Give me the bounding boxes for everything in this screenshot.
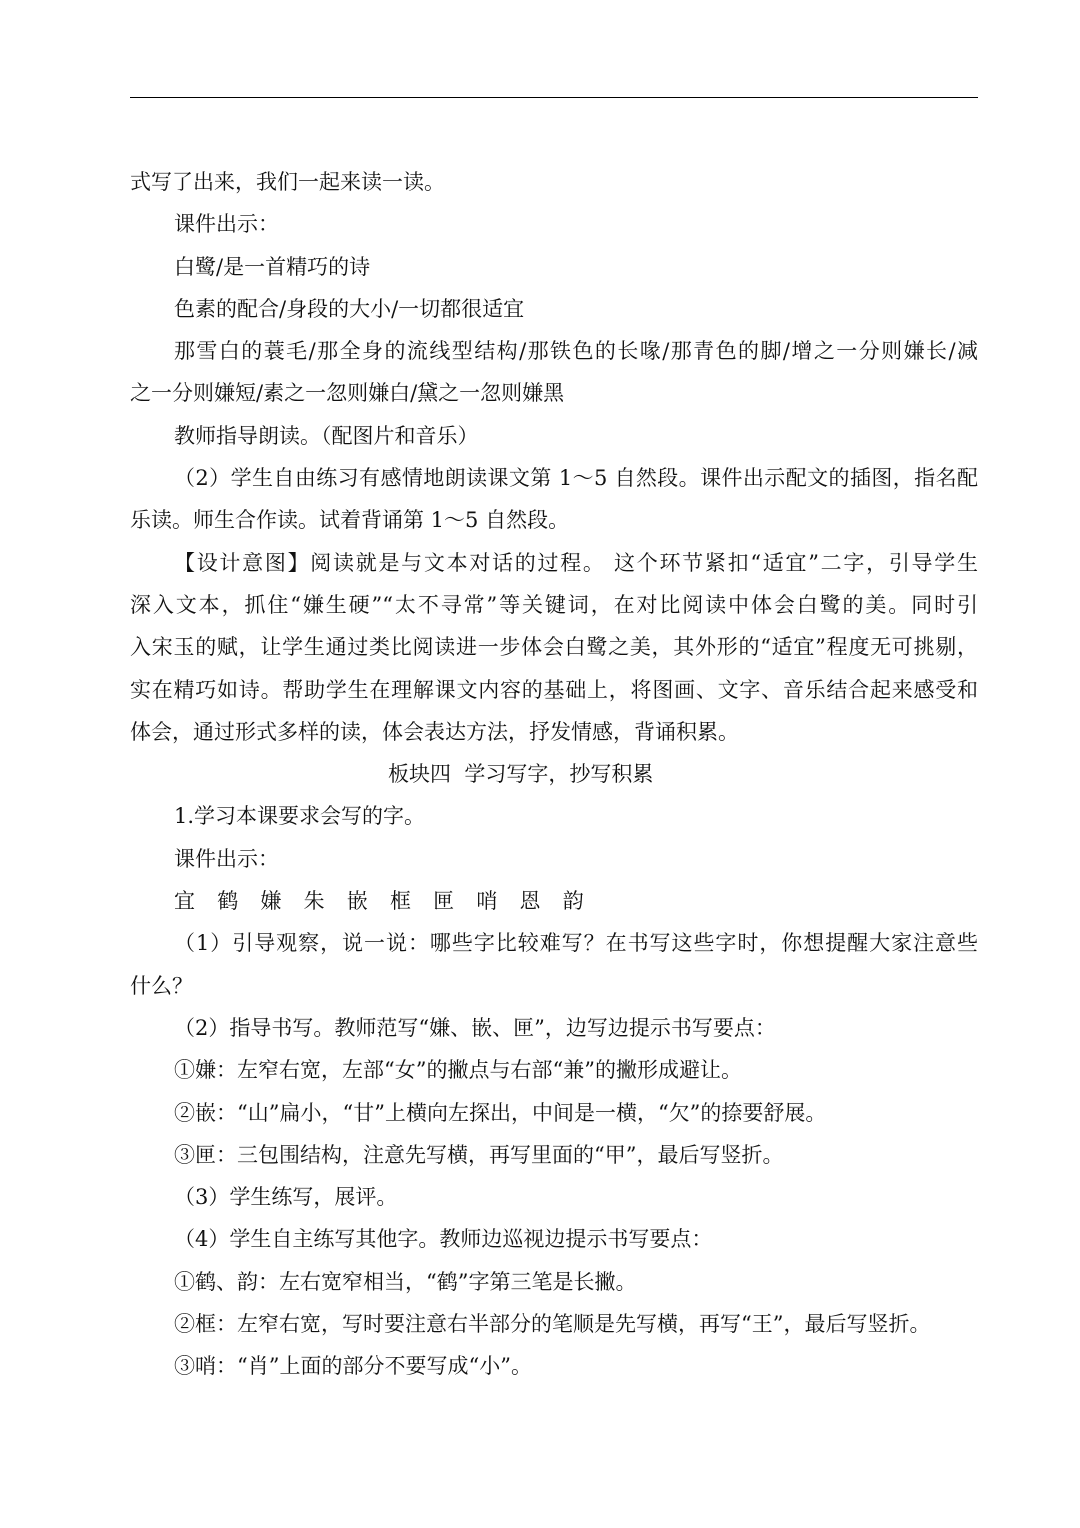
character-item: 框 bbox=[389, 889, 411, 914]
writing-point: ①嫌：左窄右宽，左部“女”的撇点与右部“兼”的撇形成避让。 bbox=[174, 1058, 742, 1083]
poem-line: 白鹭/是一首精巧的诗 bbox=[174, 254, 371, 279]
paragraph-line: 式写了出来，我们一起来读一读。 bbox=[130, 170, 445, 194]
document-body bbox=[130, 161, 978, 1388]
character-item: 朱 bbox=[303, 889, 325, 914]
character-item: 恩 bbox=[519, 889, 541, 914]
courseware-label: 课件出示： bbox=[174, 846, 279, 871]
character-item: 韵 bbox=[562, 889, 584, 914]
character-list bbox=[130, 880, 978, 922]
step-line: 乐读。师生合作读。试着背诵第 1～5 自然段。 bbox=[130, 508, 570, 533]
step-line: 什么？ bbox=[130, 973, 193, 998]
step-line: （2）学生自由练习有感情地朗读课文第 1～5 自然段。课件出示配文的插图，指名配 bbox=[174, 466, 978, 491]
poem-line: 之一分则嫌短/素之一忽则嫌白/黛之一忽则嫌黑 bbox=[130, 381, 565, 406]
design-intent-line: 【设计意图】阅读就是与文本对话的过程。 这个环节紧扣“适宜”二字，引导学生 bbox=[174, 550, 978, 575]
design-intent-line: 入宋玉的赋，让学生通过类比阅读进一步体会白鹭之美，其外形的“适宜”程度无可挑剔， bbox=[130, 635, 978, 660]
character-item: 嵌 bbox=[346, 889, 368, 914]
courseware-label: 课件出示： bbox=[174, 212, 279, 237]
section-heading: 板块四 学习写字，抄写积累 bbox=[388, 762, 654, 787]
teacher-guidance: 教师指导朗读。（配图片和音乐） bbox=[174, 423, 479, 448]
writing-point: ②嵌：“山”扁小，“甘”上横向左探出，中间是一横，“欠”的捺要舒展。 bbox=[174, 1100, 827, 1125]
design-intent-line: 实在精巧如诗。帮助学生在理解课文内容的基础上，将图画、文字、音乐结合起来感受和 bbox=[130, 677, 978, 702]
design-intent-line: 体会，通过形式多样的读，体会表达方法，抒发情感，背诵积累。 bbox=[130, 719, 739, 744]
header-rule bbox=[130, 97, 978, 98]
step-line: （2）指导书写。教师范写“嫌、嵌、匣”，边写边提示书写要点： bbox=[174, 1015, 776, 1040]
character-item: 嫌 bbox=[260, 889, 282, 914]
character-item: 哨 bbox=[476, 889, 498, 914]
writing-point: ③匣：三包围结构，注意先写横，再写里面的“甲”，最后写竖折。 bbox=[174, 1142, 784, 1167]
character-item: 匣 bbox=[433, 889, 455, 914]
item-line: 1.学习本课要求会写的字。 bbox=[174, 804, 426, 829]
step-line: （3）学生练写，展评。 bbox=[174, 1185, 398, 1210]
design-intent-line: 深入文本，抓住“嫌生硬”“太不寻常”等关键词，在对比阅读中体会白鹭的美。同时引 bbox=[130, 592, 978, 617]
writing-point: ②框：左窄右宽，写时要注意右半部分的笔顺是先写横，再写“王”，最后写竖折。 bbox=[174, 1312, 931, 1337]
poem-line: 色素的配合/身段的大小/一切都很适宜 bbox=[174, 296, 525, 321]
step-line: （1）引导观察，说一说：哪些字比较难写？在书写这些字时，你想提醒大家注意些 bbox=[174, 931, 978, 956]
poem-line: 那雪白的蓑毛/那全身的流线型结构/那铁色的长喙/那青色的脚/增之一分则嫌长/减 bbox=[174, 339, 978, 364]
character-item: 宜 bbox=[174, 889, 195, 914]
step-line: （4）学生自主练写其他字。教师边巡视边提示书写要点： bbox=[174, 1227, 713, 1252]
character-item: 鹤 bbox=[217, 889, 239, 914]
writing-point: ①鹤、韵：左右宽窄相当，“鹤”字第三笔是长撇。 bbox=[174, 1269, 637, 1294]
writing-point: ③哨：“肖”上面的部分不要写成“小”。 bbox=[174, 1354, 532, 1379]
